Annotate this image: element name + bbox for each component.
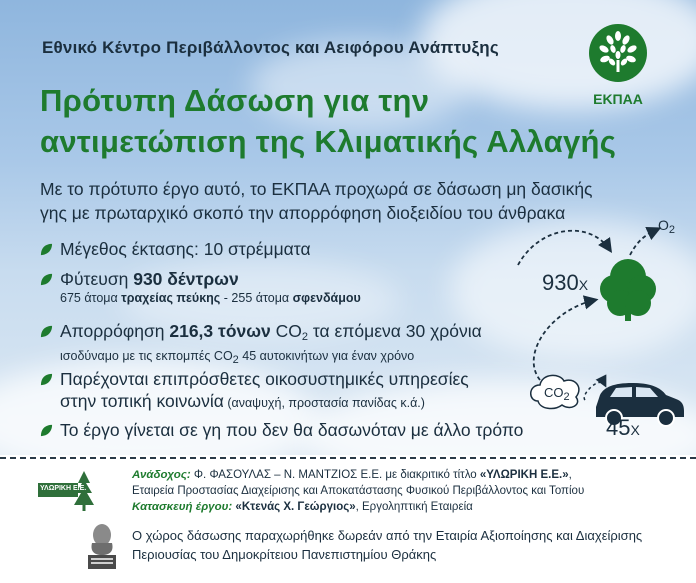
fact-services: Παρέχονται επιπρόσθετες οικοσυστημικές υπηρεσίες στην τοπική κοινωνία (αναψυχή, προστασία πανίδας κ.ά.) (40, 368, 469, 414)
tree-count: 930 δέντρων (133, 269, 239, 289)
co2-cycle-graphic (510, 215, 696, 445)
planting-detail: 675 άτομα τραχείας πεύκης - 255 άτομα σφενδάμου (60, 291, 361, 305)
fact-planting: Φύτευση 930 δέντρων 675 άτομα τραχείας πεύκης - 255 άτομα σφενδάμου (40, 268, 361, 307)
absorption-amount: 216,3 τόνων (169, 321, 271, 341)
page-title (40, 80, 616, 162)
intro-line-1: Με το πρότυπο έργο αυτό, το ΕΚΠΑΑ προχωρά σε δάσωση μη δασικής (40, 179, 593, 199)
land-donation-note: Ο χώρος δάσωσης παραχωρήθηκε δωρεάν από την Εταιρία Αξιοποίησης και Διαχείρισης Περιουσίας του Δημοκρίτειου Πανεπιστημίου Θράκης (132, 528, 643, 562)
ylwriki-logo (38, 467, 100, 513)
fact-land: Το έργο γίνεται σε γη που δεν θα δασωνόταν με άλλο τρόπο (40, 419, 523, 441)
ekpaa-logo (583, 22, 653, 107)
organization-name: Εθνικό Κέντρο Περιβάλλοντος και Αειφόρου Ανάπτυξης (42, 38, 499, 57)
leaf-bullet-icon (40, 273, 53, 286)
intro-line-2: γης με πρωταρχικό σκοπό την απορρόφηση διοξειδίου του άνθρακα (40, 203, 566, 223)
trees-multiplier: 930X (542, 270, 589, 295)
university-emblem (84, 521, 120, 571)
tree-icon (600, 259, 656, 321)
leaf-bullet-icon (40, 424, 53, 437)
title-line-2: αντιμετώπιση της Κλιματικής Αλλαγής (40, 124, 617, 159)
footer (0, 459, 696, 583)
cycle-arrows-icon (510, 215, 696, 445)
fact-absorption: Απορρόφηση 216,3 τόνων $CO_2$ τα επόμενα 30 χρόνια ισοδύναμο με τις εκπομπές CO2 45 αυτοκινήτων για έναν χρόνο (40, 320, 482, 369)
cars-multiplier: 45X (606, 415, 640, 440)
democritus-emblem-icon (84, 521, 120, 571)
leaf-bullet-icon (40, 325, 53, 338)
tree-circle-logo-icon (583, 22, 653, 84)
o2-label: $O_2$ (658, 217, 676, 236)
leaf-bullet-icon (40, 373, 53, 386)
logo-caption: ΕΚΠΑΑ (593, 91, 643, 107)
absorption-detail: ισοδύναμο με τις εκπομπές CO2 45 αυτοκινήτων για έναν χρόνο (60, 349, 415, 366)
title-line-1: Πρότυπη Δάσωση για την (40, 83, 430, 118)
co2-label: $CO_2$ (544, 385, 570, 403)
contractor-info: Ανάδοχος: Φ. ΦΑΣΟΥΛΑΣ – Ν. ΜΑΝΤΖΙΟΣ Ε.Ε. με διακριτικό τίτλο «ΥΛΩΡΙΚΗ Ε.Ε.», Εταιρεία Προστασίας Διαχείρισης και Αποκατάστασης Φυσικού Περιβάλλοντος και Τοπίου Κατασκευή έργου: «Κτενάς Χ. Γεώργιος», Εργοληπτική Εταιρεία (132, 469, 585, 513)
fact-area: Μέγεθος έκτασης: 10 στρέμματα (40, 238, 311, 260)
ylwriki-logo-text: ΥΛΩΡΙΚΗ Ε.Ε. (40, 485, 87, 492)
leaf-bullet-icon (40, 243, 53, 256)
